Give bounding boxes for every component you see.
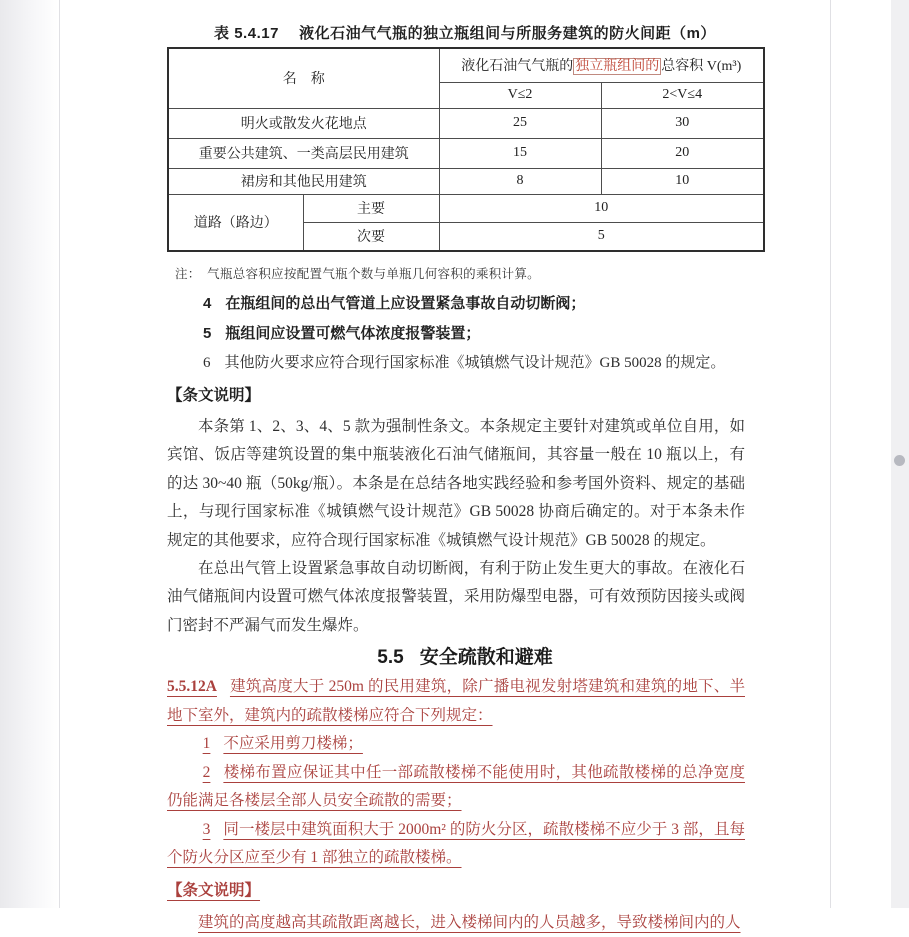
table-subheader-col2: 2<V≤4 bbox=[601, 82, 764, 108]
table-subheader-col1: V≤2 bbox=[439, 82, 601, 108]
amendment-explanation-paragraph: 建筑的高度越高其疏散距离越长，进入楼梯间内的人员越多，导致楼梯间内的人 bbox=[198, 913, 741, 931]
road-value: 5 bbox=[439, 222, 764, 251]
clause-number: 4 bbox=[203, 295, 212, 312]
row-value-2: 30 bbox=[601, 108, 764, 138]
clause-number: 6 bbox=[203, 355, 211, 371]
amendment-clause-5-5-12A bbox=[167, 673, 745, 730]
amendment-explanation-label: 【条文说明】 bbox=[167, 881, 261, 899]
section-heading bbox=[167, 644, 763, 671]
clause-text: 其他防火要求应符合现行国家标准《城镇燃气设计规范》GB 50028 的规定。 bbox=[224, 355, 726, 371]
item-text: 不应采用剪刀楼梯； bbox=[223, 735, 363, 753]
table-title: 表 5.4.17 液化石油气气瓶的独立瓶组间与所服务建筑的防火间距（m） bbox=[214, 25, 716, 42]
table-header-capacity bbox=[439, 48, 764, 82]
row-name: 裙房和其他民用建筑 bbox=[168, 168, 439, 194]
road-type: 次要 bbox=[303, 222, 439, 251]
item-number: 3 bbox=[202, 820, 211, 838]
page-left-edge bbox=[59, 0, 60, 908]
table-row bbox=[168, 168, 764, 194]
spacing-spec-table bbox=[167, 47, 765, 252]
row-value-2: 10 bbox=[601, 168, 764, 194]
amendment-clause-number: 5.5.12A bbox=[167, 678, 217, 696]
clause-text: 在瓶组间的总出气管道上应设置紧急事故自动切断阀； bbox=[225, 295, 586, 312]
table-row bbox=[168, 194, 764, 222]
row-value-1: 25 bbox=[439, 108, 601, 138]
table-row bbox=[168, 138, 764, 168]
row-value-2: 20 bbox=[601, 138, 764, 168]
clause-text: 瓶组间应设置可燃气体浓度报警装置； bbox=[225, 325, 481, 342]
road-label: 道路（路边） bbox=[168, 194, 303, 251]
page-right-edge bbox=[830, 0, 831, 908]
amendment-item-2 bbox=[167, 759, 745, 816]
table-header-name: 名 称 bbox=[168, 48, 439, 108]
table-row bbox=[168, 108, 764, 138]
clause-5 bbox=[167, 325, 745, 342]
table-note: 注： 气瓶总容积应按配置气瓶个数与单瓶几何容积的乘积计算。 bbox=[175, 267, 540, 281]
item-number: 2 bbox=[202, 763, 211, 781]
amendment-clause-text: 建筑高度大于 250m 的民用建筑，除广播电视发射塔建筑和建筑的地下、半地下室外，建筑内的疏散楼梯应符合下列规定： bbox=[167, 678, 745, 724]
document-page bbox=[167, 0, 763, 937]
amendment-item-3 bbox=[167, 816, 745, 873]
row-value-1: 15 bbox=[439, 138, 601, 168]
row-name: 重要公共建筑、一类高层民用建筑 bbox=[168, 138, 439, 168]
explanation-paragraph-2: 在总出气管上设置紧急事故自动切断阀，有利于防止发生更大的事故。在液化石油气储瓶间内设置可燃气体浓度报警装置，采用防爆型电器，可有效预防因接头或阀门密封不严漏气而发生爆炸。 bbox=[167, 560, 745, 634]
scrollbar-thumb[interactable] bbox=[894, 455, 905, 466]
amendment-item-1 bbox=[167, 730, 745, 759]
clause-6 bbox=[167, 355, 745, 372]
road-type: 主要 bbox=[303, 194, 439, 222]
page-left-shadow bbox=[0, 0, 58, 908]
capacity-prefix: 液化石油气气瓶的 bbox=[461, 59, 574, 75]
road-value: 10 bbox=[439, 194, 764, 222]
scrollbar-track[interactable] bbox=[891, 0, 909, 908]
clause-4 bbox=[167, 295, 745, 312]
clause-number: 5 bbox=[203, 325, 212, 342]
explanation-label: 【条文说明】 bbox=[167, 387, 261, 404]
row-name: 明火或散发火花地点 bbox=[168, 108, 439, 138]
capacity-highlight-annotation: 独立瓶组间的 bbox=[575, 59, 660, 75]
row-value-1: 8 bbox=[439, 168, 601, 194]
item-text: 同一楼层中建筑面积大于 2000m² 的防火分区，疏散楼梯不应少于 3 部，且每个防火分区应至少有 1 部独立的疏散楼梯。 bbox=[167, 820, 745, 867]
explanation-paragraph-1: 本条第 1、2、3、4、5 款为强制性条文。本条规定主要针对建筑或单位自用，如宾馆、饭店等建筑设置的集中瓶装液化石油气储瓶间，其容量一般在 10 瓶以上，有的达 30~40 瓶（50kg/瓶）。本条是在总结各地实践经验和参考国外资料、规定的基础上，与现行国家标准《城镇燃气设计规范》GB 50028 协商后确定的。对于本条未作规定的其他要求，应符合现行国家标准《城镇燃气设计规范》GB 50028 的规定。 bbox=[167, 418, 745, 549]
item-text: 楼梯布置应保证其中任一部疏散楼梯不能使用时，其他疏散楼梯的总净宽度仍能满足各楼层全部人员安全疏散的需要； bbox=[167, 763, 745, 810]
capacity-suffix: 总容积 V(m³) bbox=[661, 59, 742, 75]
section-number: 5.5 bbox=[377, 647, 404, 669]
item-number: 1 bbox=[202, 735, 211, 753]
section-title: 安全疏散和避难 bbox=[419, 647, 553, 669]
